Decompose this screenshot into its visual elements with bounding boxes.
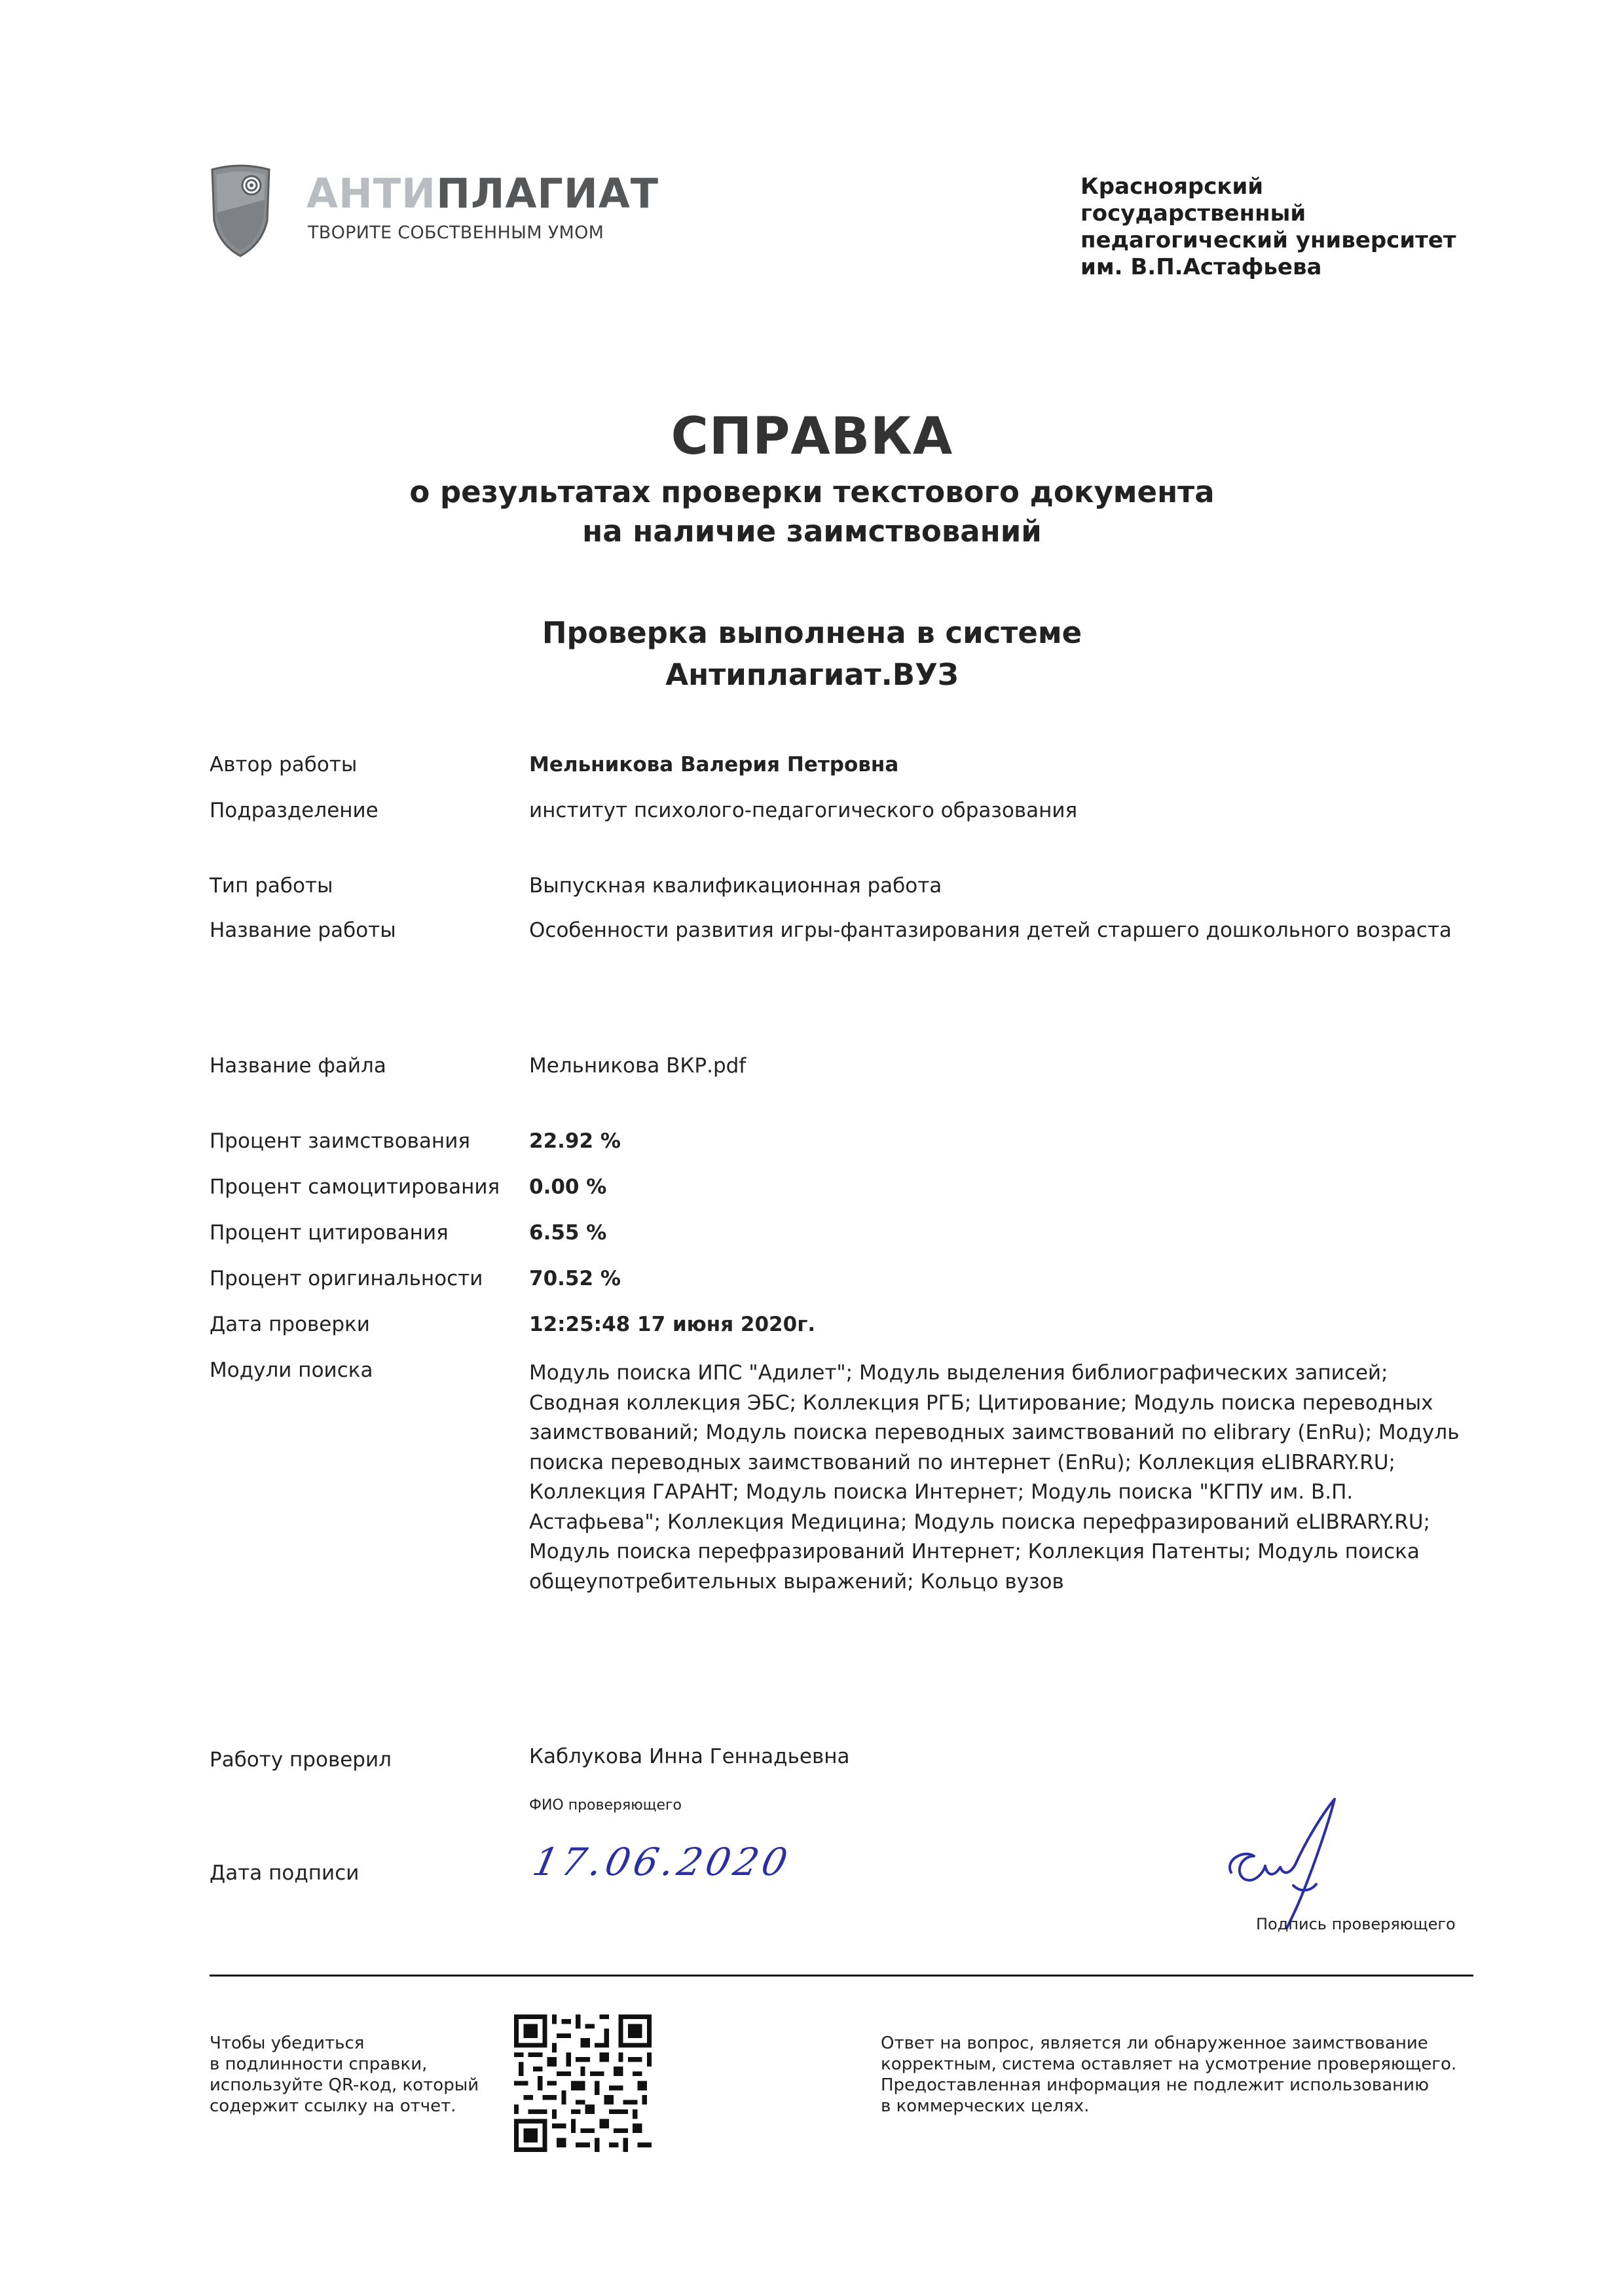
department-label: Подразделение (210, 799, 378, 822)
qr-instructions-line: содержит ссылку на отчет. (210, 2096, 456, 2116)
handwritten-sign-date: 17.06.2020 (528, 1840, 796, 1884)
qr-instructions-line: используйте QR-код, который (210, 2075, 479, 2095)
antiplagiat-logo (210, 160, 659, 259)
disclaimer-line: корректным, система оставляет на усмотрение проверяющего. (881, 2054, 1457, 2074)
footer-divider (210, 1975, 1473, 1977)
logo-tagline: ТВОРИТЕ СОБСТВЕННЫМ УМОМ (308, 223, 604, 243)
disclaimer-line: Ответ на вопрос, является ли обнаруженное заимствование (881, 2033, 1428, 2053)
shield-copyright-icon (210, 160, 272, 259)
document-title: СПРАВКА (671, 407, 953, 466)
system-heading-line: Проверка выполнена в системе (542, 615, 1082, 650)
self-citation-label: Процент самоцитирования (210, 1175, 500, 1199)
signature-caption: Подпись проверяющего (1256, 1915, 1456, 1933)
originality-value: 70.52 % (529, 1267, 621, 1290)
sign-date-label: Дата подписи (210, 1861, 360, 1885)
self-citation-value: 0.00 % (529, 1175, 607, 1199)
checker-name-caption: ФИО проверяющего (529, 1797, 682, 1813)
modules-label: Модули поиска (210, 1358, 373, 1382)
modules-value: Модуль поиска ИПС "Адилет"; Модуль выделения библиографических записей; Сводная коллекция ЭБС; Коллекция РГБ; Цитирование; Модуль поиска переводных заимствований; Модуль поиска переводных заимствований по elibrary (EnRu); Модуль поиска переводных заимствований по интернет (EnRu); Коллекция eLIBRARY.RU; Коллекция ГАРАНТ; Модуль поиска Интернет; Модуль поиска "КГПУ им. В.П. Астафьева"; Коллекция Медицина; Модуль поиска перефразирований eLIBRARY.RU; Модуль поиска перефразирований Интернет; Коллекция Патенты; Модуль поиска общеупотребительных выражений; Кольцо вузов (529, 1361, 1460, 1594)
qr-instructions-line: Чтобы убедиться (210, 2033, 365, 2053)
checked-by-value: Каблукова Инна Геннадьевна (529, 1745, 850, 1768)
qr-code-icon[interactable] (514, 2014, 652, 2152)
author-label: Автор работы (210, 753, 358, 776)
logo-wordmark-dark: ПЛАГИАТ (436, 170, 659, 217)
organization-line: педагогический университет (1080, 227, 1456, 253)
work-type-label: Тип работы (210, 874, 333, 898)
check-date-value: 12:25:48 17 июня 2020г. (529, 1313, 816, 1336)
organization-line: государственный (1080, 200, 1306, 227)
logo-wordmark (306, 170, 659, 217)
file-name-value: Мельникова ВКР.pdf (529, 1054, 747, 1078)
document-subtitle (0, 473, 1624, 551)
department-value: институт психолого-педагогического образования (529, 799, 1078, 822)
system-heading-line: Антиплагиат.ВУЗ (665, 657, 959, 692)
work-title-label: Название работы (210, 919, 396, 942)
disclaimer-line: в коммерческих целях. (881, 2096, 1090, 2116)
qr-instructions-line: в подлинности справки, (210, 2054, 428, 2074)
system-heading (0, 612, 1624, 696)
citation-label: Процент цитирования (210, 1221, 449, 1245)
subtitle-line: на наличие заимствований (582, 514, 1042, 549)
citation-value: 6.55 % (529, 1221, 607, 1245)
subtitle-line: о результатах проверки текстового документа (409, 475, 1215, 509)
author-value: Мельникова Валерия Петровна (529, 753, 899, 776)
disclaimer (881, 2033, 1456, 2117)
borrowing-value: 22.92 % (529, 1129, 621, 1153)
disclaimer-line: Предоставленная информация не подлежит использованию (881, 2075, 1429, 2095)
organization-name (1080, 173, 1456, 281)
organization-line: Красноярский (1080, 173, 1264, 200)
file-name-label: Название файла (210, 1054, 386, 1078)
check-date-label: Дата проверки (210, 1313, 370, 1336)
originality-label: Процент оригинальности (210, 1267, 483, 1290)
work-type-value: Выпускная квалификационная работа (529, 874, 942, 898)
borrowing-label: Процент заимствования (210, 1129, 470, 1153)
checked-by-label: Работу проверил (210, 1748, 392, 1772)
organization-line: им. В.П.Астафьева (1080, 254, 1322, 280)
logo-wordmark-light: АНТИ (306, 170, 437, 217)
work-title-value: Особенности развития игры-фантазирования детей старшего дошкольного возраста (529, 919, 1452, 942)
signature-icon (1218, 1794, 1388, 1931)
qr-instructions (210, 2033, 479, 2117)
